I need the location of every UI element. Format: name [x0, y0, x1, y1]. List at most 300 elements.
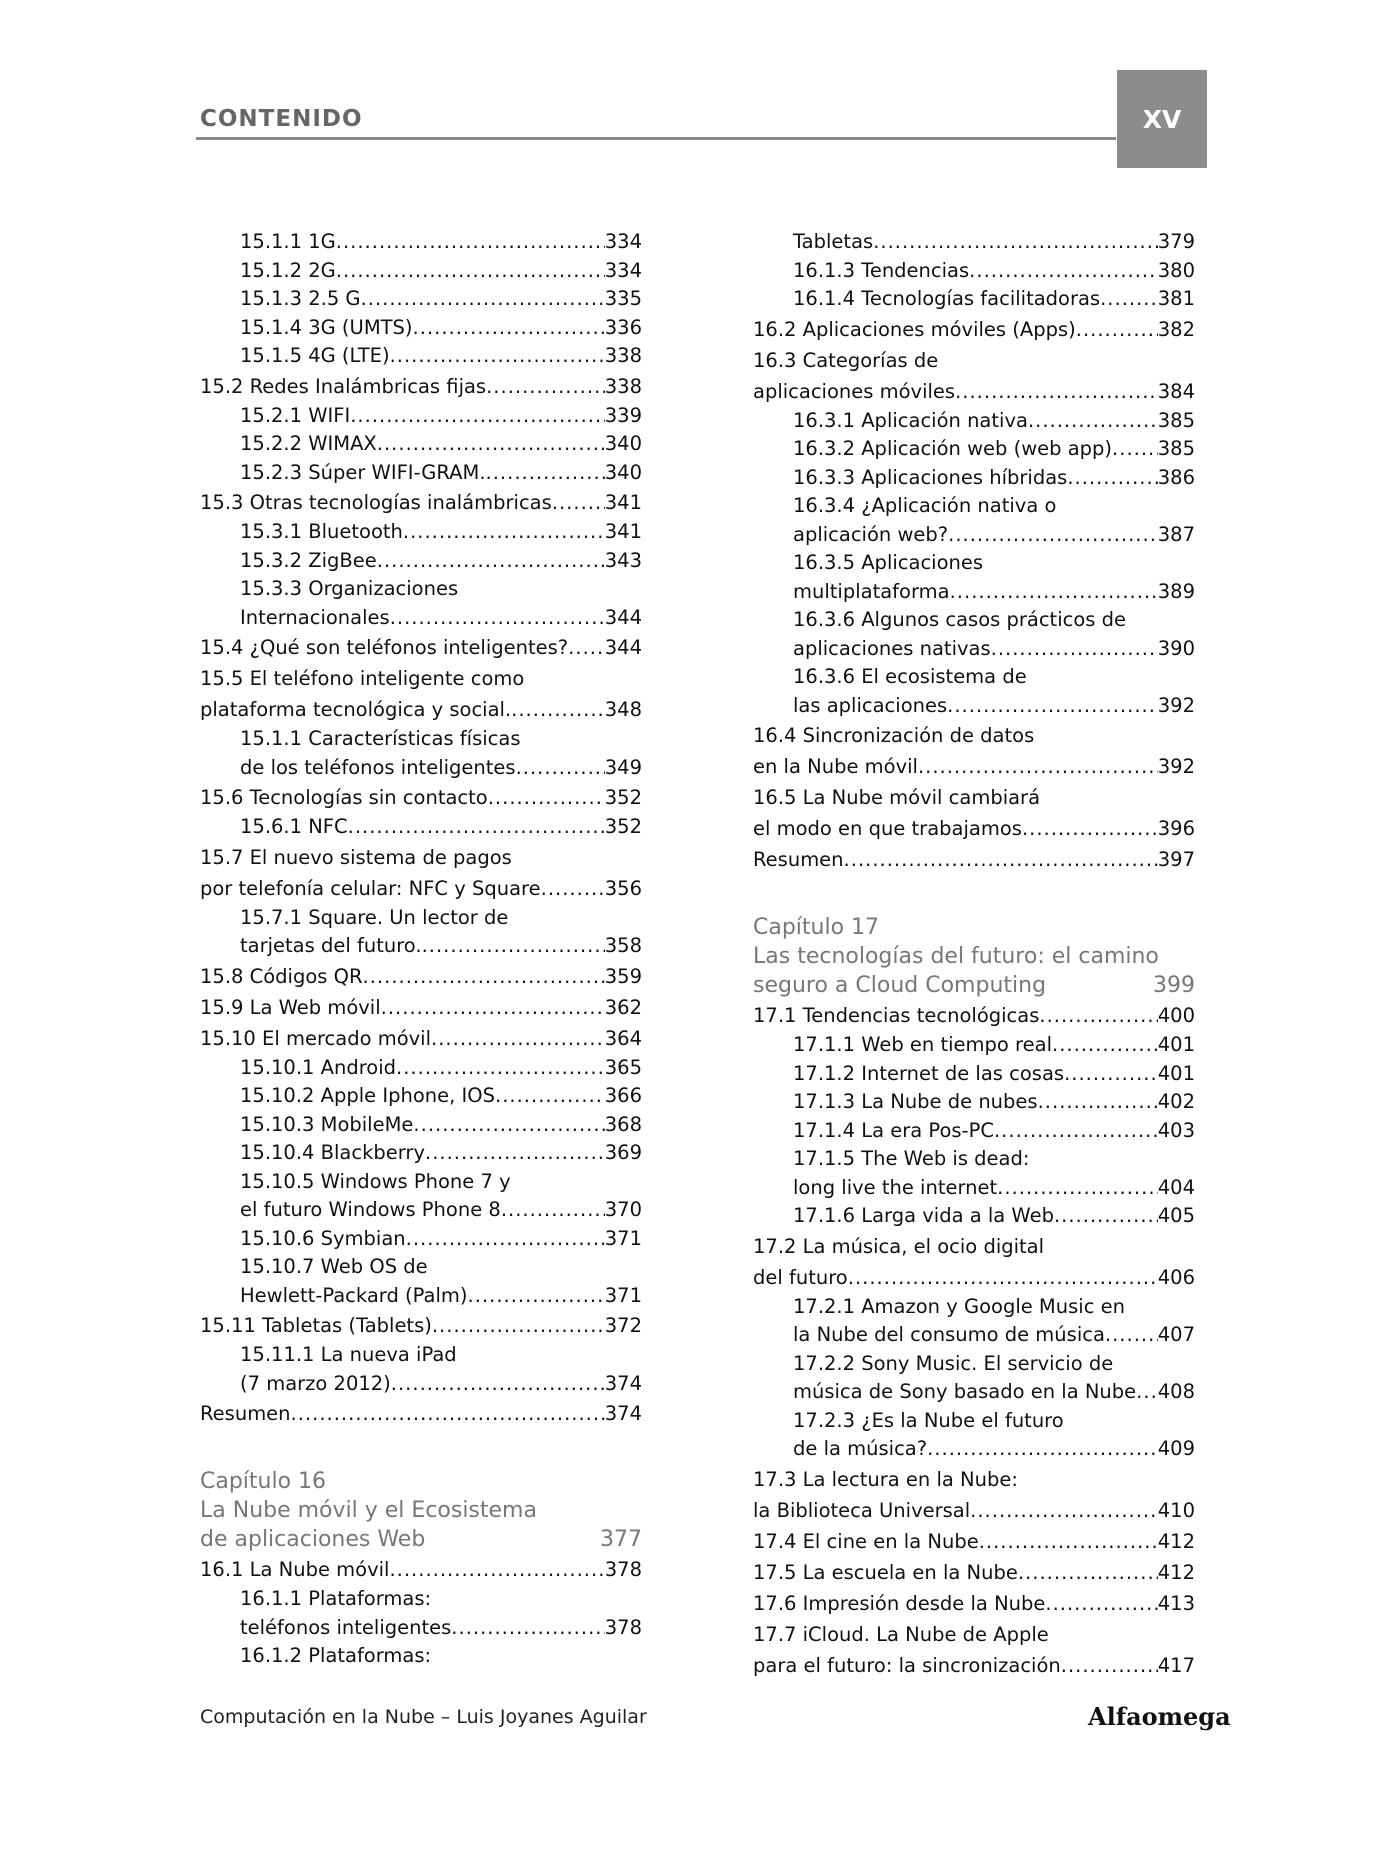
toc-entry-page: 338 — [604, 344, 642, 367]
toc-entry-label: 15.7.1 Square. Un lector de — [240, 905, 509, 929]
toc-entry — [753, 1495, 1195, 1526]
dot-leader — [431, 1023, 605, 1054]
toc-entry — [200, 932, 642, 961]
dot-leader — [1039, 1000, 1157, 1031]
dot-leader — [406, 1225, 605, 1254]
toc-entry-label: 17.7 iCloud. La Nube de Apple — [753, 1622, 1049, 1646]
toc-entry — [200, 604, 642, 633]
toc-entry — [753, 1650, 1195, 1681]
toc-entry-page: 344 — [604, 636, 642, 659]
toc-entry-page: 366 — [604, 1084, 642, 1107]
dot-leader — [997, 1174, 1158, 1203]
toc-entry-label: 15.9 La Web móvil — [200, 995, 381, 1019]
toc-entry-page: 336 — [604, 315, 642, 339]
toc-entry-page: 364 — [604, 1026, 642, 1050]
footer-publisher: Alfaomega — [1088, 1702, 1231, 1731]
toc-entry-label: 16.3.6 Algunos casos prácticos de — [793, 608, 1126, 631]
toc-entry-page: 400 — [1157, 1004, 1195, 1027]
toc-entry — [753, 1435, 1195, 1464]
footer-book-title: Computación en la Nube – Luis Joyanes Aguilar — [200, 1706, 647, 1728]
toc-entry-label: 15.2.1 WIFI — [240, 403, 351, 427]
toc-entry-label: 16.3.4 ¿Aplicación nativa o — [793, 494, 1057, 517]
toc-entry — [753, 782, 1195, 813]
toc-entry-label: 15.2.2 WIMAX — [240, 432, 377, 455]
toc-entry — [200, 694, 642, 725]
toc-entry-page: 392 — [1157, 693, 1195, 717]
toc-entry-label: 15.5 El teléfono inteligente como — [200, 667, 525, 690]
toc-entry-page: 362 — [604, 995, 642, 1019]
dot-leader — [516, 754, 605, 783]
toc-entry-page: 401 — [1157, 1061, 1195, 1085]
toc-entry — [753, 1293, 1195, 1322]
toc-entry-page: 368 — [604, 1112, 642, 1136]
dot-leader — [873, 228, 1158, 257]
toc-entry — [753, 1350, 1195, 1379]
toc-entry-label: plataforma tecnológica y social. — [200, 698, 512, 721]
chapter-16-title-line1: La Nube móvil y el Ecosistema — [200, 1498, 537, 1523]
toc-entry-page: 412 — [1157, 1529, 1195, 1553]
toc-entry — [200, 285, 642, 314]
toc-entry-page: 358 — [604, 934, 642, 957]
chapter-17-label: Capítulo 17 — [753, 915, 880, 940]
toc-entry-label: 15.3 Otras tecnologías inalámbricas — [200, 491, 552, 514]
toc-entry — [753, 578, 1195, 607]
toc-entry — [200, 342, 642, 371]
toc-entry-label: el futuro Windows Phone 8 — [240, 1198, 501, 1221]
dot-leader — [848, 1262, 1158, 1293]
toc-entry — [200, 1614, 642, 1643]
toc-entry-page: 349 — [604, 755, 642, 779]
toc-entry — [753, 228, 1195, 257]
toc-entry-page: 334 — [604, 230, 642, 253]
dot-leader — [390, 604, 605, 633]
toc-entry-page: 392 — [1157, 755, 1195, 778]
toc-entry — [753, 1231, 1195, 1262]
dot-leader — [1045, 1588, 1157, 1619]
toc-entry — [200, 371, 642, 402]
toc-entry-label: 17.1.2 Internet de las cosas — [793, 1061, 1065, 1085]
toc-entry-page: 339 — [604, 403, 642, 427]
toc-entry-label: para el futuro: la sincronización — [753, 1653, 1061, 1677]
dot-leader — [336, 257, 605, 286]
toc-entry-label: Internacionales — [240, 605, 390, 629]
toc-entry-label: 15.10.2 Apple Iphone, IOS — [240, 1084, 495, 1107]
toc-entry — [753, 345, 1195, 376]
toc-entry-page: 384 — [1157, 379, 1195, 403]
dot-leader — [1067, 464, 1157, 493]
toc-entry-label: 16.1.3 Tendencias — [793, 258, 970, 282]
toc-entry-label: 15.10.5 Windows Phone 7 y — [240, 1169, 511, 1193]
toc-entry-page: 382 — [1157, 317, 1195, 341]
toc-entry — [200, 1168, 642, 1197]
dot-leader — [918, 751, 1158, 782]
toc-entry-label: 15.1.4 3G (UMTS) — [240, 315, 413, 339]
dot-leader — [501, 1196, 605, 1225]
toc-entry — [753, 1088, 1195, 1117]
chapter-16-title-line2: de aplicaciones Web — [200, 1527, 426, 1552]
toc-entry-label: 16.1.4 Tecnologías facilitadoras — [793, 287, 1101, 310]
toc-entry — [200, 459, 642, 488]
toc-entry-page: 407 — [1157, 1323, 1195, 1346]
toc-entry — [200, 1253, 642, 1282]
toc-entry-label: 15.1.2 2G — [240, 258, 336, 282]
toc-entry-label: 17.6 Impresión desde la Nube — [753, 1591, 1046, 1615]
toc-entry-label: en la Nube móvil — [753, 755, 918, 778]
toc-entry-page: 344 — [604, 605, 642, 629]
toc-entry-page: 341 — [604, 491, 642, 514]
toc-entry — [753, 285, 1195, 314]
dot-leader — [844, 844, 1158, 875]
toc-list-left-ch16 — [200, 1554, 642, 1671]
toc-entry-page: 389 — [1157, 579, 1195, 603]
toc-entry-label: la Nube del consumo de música — [793, 1323, 1105, 1346]
toc-entry — [753, 1526, 1195, 1557]
toc-entry — [753, 464, 1195, 493]
chapter-17-title-line2: seguro a Cloud Computing — [753, 973, 1047, 998]
toc-entry-page: 340 — [604, 432, 642, 455]
toc-entry-page: 334 — [604, 258, 642, 282]
dot-leader — [451, 1614, 604, 1643]
toc-entry — [753, 549, 1195, 578]
chapter-16-page: 377 — [600, 1527, 642, 1552]
toc-entry-label: 15.4 ¿Qué son teléfonos inteligentes? — [200, 636, 569, 659]
dot-leader — [486, 459, 605, 488]
dot-leader — [969, 257, 1158, 286]
dot-leader — [377, 430, 605, 459]
toc-entry-label: teléfonos inteligentes — [240, 1615, 452, 1639]
dot-leader — [1038, 1088, 1158, 1117]
toc-entry-label: 15.2.3 Súper WIFI-GRAM. — [240, 460, 486, 484]
toc-entry-page: 404 — [1157, 1175, 1195, 1199]
toc-entry — [200, 430, 642, 459]
toc-entry-page: 386 — [1157, 465, 1195, 489]
dot-leader — [413, 1111, 604, 1140]
toc-entry-label: las aplicaciones — [793, 693, 948, 717]
toc-entry-page: 359 — [604, 964, 642, 988]
toc-entry — [753, 1262, 1195, 1293]
toc-entry-label: 16.1 La Nube móvil — [200, 1558, 390, 1581]
toc-entry-label: 15.1.1 1G — [240, 230, 336, 253]
toc-entry — [753, 492, 1195, 521]
toc-entry — [753, 407, 1195, 436]
toc-entry-label: 16.3.6 El ecosistema de — [793, 665, 1027, 688]
toc-entry — [753, 435, 1195, 464]
toc-entry-label: Hewlett-Packard (Palm) — [240, 1283, 468, 1307]
toc-entry-label: 15.1.5 4G (LTE) — [240, 344, 390, 367]
toc-entry — [200, 1082, 642, 1111]
chapter-gap — [200, 1429, 642, 1467]
toc-entry — [753, 635, 1195, 664]
toc-entry — [200, 1111, 642, 1140]
page-number-box: XV — [1117, 70, 1207, 168]
toc-entry-label: 16.4 Sincronización de datos — [753, 724, 1035, 747]
dot-leader — [413, 314, 605, 343]
dot-leader — [947, 692, 1158, 721]
toc-entry — [753, 1464, 1195, 1495]
toc-entry-page: 365 — [604, 1055, 642, 1079]
toc-entry-page: 370 — [604, 1198, 642, 1221]
dot-leader — [991, 635, 1158, 664]
toc-entry-label: del futuro — [753, 1265, 848, 1289]
toc-entry — [200, 992, 642, 1023]
toc-entry — [753, 751, 1195, 782]
toc-entry — [753, 1557, 1195, 1588]
running-header-title: CONTENIDO — [200, 106, 363, 132]
toc-entry-page: 338 — [604, 374, 642, 398]
toc-entry-page: 369 — [604, 1141, 642, 1164]
toc-entry-page: 406 — [1157, 1265, 1195, 1289]
toc-entry-label: Resumen — [200, 1402, 291, 1425]
toc-entry — [200, 1310, 642, 1341]
toc-entry-label: 16.3.2 Aplicación web (web app) — [793, 437, 1113, 460]
toc-entry — [200, 961, 642, 992]
toc-entry-label: 17.2.2 Sony Music. El servicio de — [793, 1351, 1114, 1375]
toc-entry-page: 348 — [604, 698, 642, 721]
toc-entry-page: 381 — [1157, 287, 1195, 310]
toc-entry-label: 15.8 Códigos QR — [200, 964, 363, 988]
toc-entry — [200, 782, 642, 813]
toc-entry-page: 410 — [1157, 1498, 1195, 1522]
dot-leader — [979, 1526, 1158, 1557]
dot-leader — [363, 961, 605, 992]
toc-entry-label: la Biblioteca Universal — [753, 1498, 971, 1522]
toc-entry-label: 17.1.3 La Nube de nubes — [793, 1090, 1038, 1113]
toc-entry-label: 15.3.1 Bluetooth — [240, 520, 403, 543]
dot-leader — [425, 1139, 605, 1168]
toc-entry-page: 341 — [604, 520, 642, 543]
toc-entry-label: tarjetas del futuro. — [240, 934, 422, 957]
toc-entry-page: 340 — [604, 460, 642, 484]
chapter-17-title-row — [753, 971, 1195, 1000]
dot-leader — [955, 376, 1158, 407]
chapter-17-page: 399 — [1153, 973, 1195, 998]
toc-entry — [200, 487, 642, 518]
toc-entry-page: 385 — [1157, 437, 1195, 460]
toc-entry-label: música de Sony basado en la Nube — [793, 1380, 1137, 1403]
toc-entry — [753, 314, 1195, 345]
toc-entry — [200, 873, 642, 904]
toc-entry-label: 17.2.1 Amazon y Google Music en — [793, 1294, 1125, 1318]
dot-leader — [377, 547, 605, 576]
toc-entry — [753, 521, 1195, 550]
toc-entry-label: de los teléfonos inteligentes — [240, 755, 516, 779]
toc-entry — [753, 720, 1195, 751]
dot-leader — [1028, 407, 1158, 436]
toc-entry-label: (7 marzo 2012) — [240, 1371, 391, 1395]
dot-leader — [291, 1398, 605, 1429]
toc-entry — [753, 813, 1195, 844]
toc-entry-label: multiplataforma — [793, 579, 950, 603]
header-rule — [196, 137, 1116, 140]
dot-leader — [927, 1435, 1158, 1464]
dot-leader — [488, 782, 605, 813]
toc-list-left — [200, 228, 642, 1429]
dot-leader — [1022, 813, 1158, 844]
toc-entry-page: 371 — [604, 1283, 642, 1307]
toc-entry-label: 16.3.5 Aplicaciones — [793, 551, 984, 574]
toc-entry-label: 17.1.6 Larga vida a la Web — [793, 1204, 1054, 1227]
toc-entry — [753, 1031, 1195, 1060]
toc-entry — [200, 1023, 642, 1054]
toc-entry — [753, 1174, 1195, 1203]
toc-entry-label: aplicación web? — [793, 522, 949, 546]
toc-entry — [753, 1378, 1195, 1407]
toc-entry — [200, 518, 642, 547]
toc-entry-label: Tabletas — [793, 230, 874, 253]
toc-entry-page: 352 — [604, 815, 642, 838]
toc-entry-page: 405 — [1157, 1204, 1195, 1227]
toc-entry — [200, 1642, 642, 1671]
toc-entry-label: 17.4 El cine en la Nube — [753, 1529, 979, 1553]
dot-leader — [552, 487, 605, 518]
toc-entry-page: 352 — [604, 786, 642, 809]
toc-entry-page: 378 — [604, 1558, 642, 1581]
dot-leader — [361, 285, 605, 314]
toc-entry-page: 413 — [1157, 1591, 1195, 1615]
dot-leader — [994, 1117, 1158, 1146]
toc-entry-label: 15.3.3 Organizaciones — [240, 577, 459, 600]
toc-entry-label: 16.1.1 Plataformas: — [240, 1587, 432, 1610]
toc-entry — [753, 1407, 1195, 1436]
dot-leader — [948, 521, 1158, 550]
dot-leader — [1112, 435, 1158, 464]
toc-entry — [200, 663, 642, 694]
dot-leader — [336, 228, 605, 257]
toc-entry-label: de la música? — [793, 1437, 928, 1460]
toc-entry — [200, 904, 642, 933]
toc-entry-label: long live the internet — [793, 1175, 998, 1199]
toc-entry-page: 380 — [1157, 258, 1195, 282]
toc-entry-label: 17.1.1 Web en tiempo real — [793, 1033, 1053, 1056]
toc-entry-label: 17.5 La escuela en la Nube — [753, 1560, 1018, 1584]
toc-entry-label: 15.7 El nuevo sistema de pagos — [200, 845, 512, 869]
toc-entry — [753, 1000, 1195, 1031]
toc-entry-label: 17.2 La música, el ocio digital — [753, 1234, 1045, 1258]
toc-entry — [200, 842, 642, 873]
toc-entry — [753, 1588, 1195, 1619]
dot-leader — [432, 1310, 605, 1341]
toc-entry-label: 17.1.4 La era Pos-PC — [793, 1118, 994, 1142]
toc-entry — [200, 257, 642, 286]
toc-entry-page: 343 — [604, 548, 642, 572]
toc-entry — [200, 632, 642, 663]
toc-entry — [753, 692, 1195, 721]
dot-leader — [495, 1082, 605, 1111]
toc-entry-page: 396 — [1157, 817, 1195, 840]
toc-entry-page: 387 — [1157, 522, 1195, 546]
toc-list-right-ch17 — [753, 1000, 1195, 1681]
toc-entry-page: 403 — [1157, 1118, 1195, 1142]
toc-entry — [753, 1145, 1195, 1174]
dot-leader — [348, 813, 605, 842]
toc-entry-page: 374 — [604, 1371, 642, 1395]
toc-entry — [200, 547, 642, 576]
dot-leader — [391, 1370, 605, 1399]
dot-leader — [1064, 1060, 1158, 1089]
dot-leader — [1136, 1378, 1158, 1407]
dot-leader — [1076, 314, 1158, 345]
toc-entry — [753, 1619, 1195, 1650]
dot-leader — [396, 1054, 605, 1083]
toc-entry-page: 417 — [1157, 1653, 1195, 1677]
toc-entry-page: 378 — [604, 1615, 642, 1639]
toc-entry-label: 15.11 Tabletas (Tablets) — [200, 1314, 432, 1337]
toc-entry-label: 15.10.4 Blackberry — [240, 1141, 425, 1164]
toc-entry — [200, 1054, 642, 1083]
toc-entry-label: 15.10.7 Web OS de — [240, 1255, 428, 1278]
toc-list-right — [753, 228, 1195, 875]
dot-leader — [950, 578, 1158, 607]
toc-entry — [200, 1398, 642, 1429]
toc-entry-label: 15.2 Redes Inalámbricas fijas — [200, 374, 487, 398]
toc-entry-label: 15.11.1 La nueva iPad — [240, 1343, 457, 1366]
toc-entry — [753, 663, 1195, 692]
toc-entry — [753, 1202, 1195, 1231]
toc-entry — [200, 1139, 642, 1168]
toc-entry-label: 17.1.5 The Web is dead: — [793, 1147, 1030, 1170]
toc-entry-label: 15.10.3 MobileMe — [240, 1112, 414, 1136]
toc-entry — [753, 606, 1195, 635]
toc-entry — [753, 376, 1195, 407]
dot-leader — [1100, 285, 1158, 314]
toc-entry-label: 15.6 Tecnologías sin contacto — [200, 786, 488, 809]
toc-entry-label: 16.3 Categorías de — [753, 348, 939, 372]
toc-entry-page: 372 — [604, 1314, 642, 1337]
toc-left-column — [200, 228, 642, 1671]
dot-leader — [486, 371, 605, 402]
toc-entry — [753, 1321, 1195, 1350]
dot-leader — [350, 402, 605, 431]
toc-entry-label: 16.3.3 Aplicaciones híbridas — [793, 465, 1068, 489]
toc-entry-page: 397 — [1157, 848, 1195, 871]
toc-entry-label: 16.5 La Nube móvil cambiará — [753, 786, 1041, 809]
dot-leader — [970, 1495, 1158, 1526]
toc-entry-page: 335 — [604, 287, 642, 310]
toc-entry — [753, 1117, 1195, 1146]
toc-entry — [200, 314, 642, 343]
chapter-16-title-row — [200, 1525, 642, 1554]
toc-entry-page: 409 — [1157, 1437, 1195, 1460]
dot-leader — [403, 518, 605, 547]
toc-entry-page: 374 — [604, 1402, 642, 1425]
toc-entry — [200, 1585, 642, 1614]
dot-leader — [468, 1282, 605, 1311]
dot-leader — [381, 992, 605, 1023]
dot-leader — [390, 342, 605, 371]
toc-entry — [200, 754, 642, 783]
toc-entry-label: 16.3.1 Aplicación nativa — [793, 408, 1028, 432]
toc-entry-page: 385 — [1157, 408, 1195, 432]
toc-entry-label: 17.2.3 ¿Es la Nube el futuro — [793, 1408, 1064, 1432]
toc-entry-page: 408 — [1157, 1380, 1195, 1403]
toc-entry — [753, 844, 1195, 875]
toc-entry-label: 15.10 El mercado móvil — [200, 1026, 432, 1050]
toc-entry — [200, 1370, 642, 1399]
toc-entry-label: Resumen — [753, 848, 844, 871]
toc-entry-page: 390 — [1157, 636, 1195, 660]
toc-entry — [200, 1341, 642, 1370]
toc-entry-page: 379 — [1157, 230, 1195, 253]
toc-entry-label: 15.1.1 Características físicas — [240, 727, 521, 750]
toc-entry — [200, 1554, 642, 1585]
dot-leader — [541, 873, 605, 904]
toc-entry-page: 356 — [604, 876, 642, 900]
toc-entry — [200, 725, 642, 754]
toc-entry-label: 15.3.2 ZigBee — [240, 548, 377, 572]
toc-entry — [200, 402, 642, 431]
toc-entry-label: el modo en que trabajamos — [753, 817, 1022, 840]
toc-entry — [200, 1282, 642, 1311]
